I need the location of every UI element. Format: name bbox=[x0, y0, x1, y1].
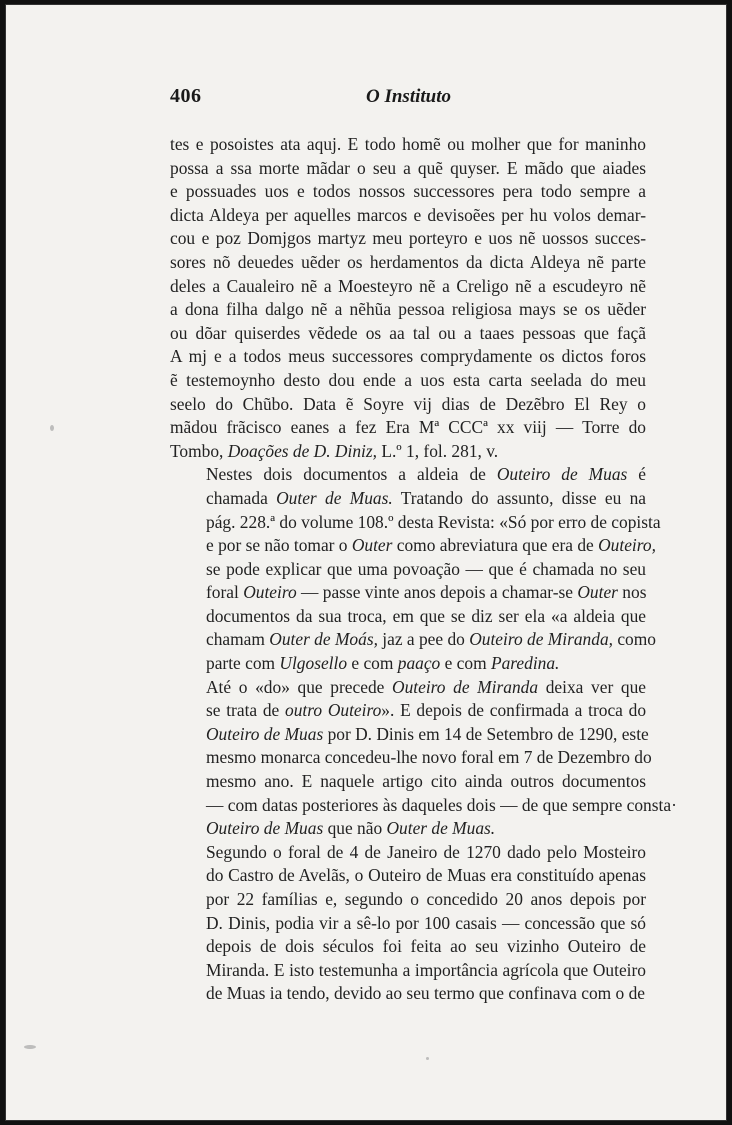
text-run: por 22 famílias e, segundo o concedido 20 anos depois por bbox=[206, 889, 646, 909]
text-line bbox=[170, 959, 646, 983]
italic-text: Outeiro de Miranda, bbox=[469, 629, 613, 650]
italic-text: outro Outeiro bbox=[285, 700, 382, 721]
italic-text: Outer de Muas. bbox=[386, 818, 496, 839]
text-run: Tombo, bbox=[170, 440, 228, 461]
text-line bbox=[170, 605, 646, 629]
italic-text: Outeiro bbox=[243, 582, 297, 603]
text-run: a dona filha dalgo nẽ a nẽhũa pessoa religiosa mays se os uẽder bbox=[170, 299, 646, 320]
text-run: dicta Aldeya per aquelles marcos e devisoẽes per hu volos demar- bbox=[170, 204, 646, 225]
text-run: se pode explicar que uma povoação — que é chamada no seu bbox=[206, 558, 646, 579]
text-run: de Muas ia tendo, devido ao seu termo que confinava com o de bbox=[206, 983, 645, 1004]
text-run: deles a Caualeiro nẽ a Moesteyro nẽ a Creligo nẽ a escudeyro nẽ bbox=[170, 275, 646, 296]
text-run: Tratando do assunto, disse eu na bbox=[392, 487, 646, 508]
page-header bbox=[170, 85, 644, 115]
text-run: nos bbox=[617, 582, 647, 603]
text-line bbox=[170, 558, 646, 582]
text-line bbox=[170, 463, 646, 487]
text-run: Até o «do» que precede bbox=[206, 676, 393, 697]
text-line bbox=[170, 888, 646, 912]
paragraph bbox=[170, 463, 661, 675]
text-run: como abreviatura que era de bbox=[392, 535, 599, 556]
text-line bbox=[170, 864, 646, 888]
italic-text: Outeiro de Miranda bbox=[392, 676, 539, 697]
running-title: O Instituto bbox=[366, 86, 452, 107]
text-line bbox=[170, 133, 646, 157]
text-run: ou dõar quiserdes vẽdede os aa tal ou a taaes pessoas que façã bbox=[170, 322, 646, 343]
text-line bbox=[170, 511, 661, 535]
text-line bbox=[170, 204, 646, 228]
scan-speck bbox=[426, 1057, 429, 1060]
text-run: D. Dinis, podia vir a sê-lo por 100 casais — concessão que só bbox=[206, 912, 646, 933]
text-line bbox=[170, 699, 646, 723]
text-run: jaz a pee do bbox=[377, 629, 470, 650]
italic-text: Outer bbox=[577, 582, 618, 603]
text-line bbox=[170, 440, 646, 464]
text-line bbox=[170, 345, 646, 369]
text-run: mesmo ano. E naquele artigo cito ainda outros documentos bbox=[206, 771, 646, 792]
text-line bbox=[170, 935, 646, 959]
body-text bbox=[170, 133, 677, 1006]
text-run: A mj e a todos meus successores comprydamente os dictos foros bbox=[170, 346, 646, 367]
paragraph bbox=[170, 841, 646, 1006]
text-run: cou e poz Domjgos martyz meu porteyro e uos nẽ uossos succes- bbox=[170, 228, 646, 249]
text-line bbox=[170, 841, 646, 865]
text-run: pág. 228.ª do volume 108.º desta Revista: «Só por erro de copista bbox=[206, 511, 661, 532]
text-line bbox=[170, 652, 646, 676]
text-run: chamam bbox=[206, 629, 270, 650]
text-run: deixa ver que bbox=[538, 676, 646, 697]
text-line bbox=[170, 251, 646, 275]
text-line bbox=[170, 157, 646, 181]
text-run: ». E depois de confirmada a troca do bbox=[381, 700, 647, 721]
text-line bbox=[170, 369, 646, 393]
italic-text: Outeiro de Muas bbox=[206, 818, 324, 839]
paragraph bbox=[170, 133, 646, 463]
text-line bbox=[170, 322, 646, 346]
text-line bbox=[170, 275, 646, 299]
text-run: seelo do Chũbo. Data ẽ Soyre vij dias de Dezẽbro El Rey o bbox=[170, 393, 646, 414]
italic-text: Ulgosello bbox=[279, 653, 348, 674]
text-line bbox=[170, 487, 646, 511]
text-run: do Castro de Avelãs, o Outeiro de Muas era constituído apenas bbox=[206, 865, 646, 886]
text-run: e por se não tomar o bbox=[206, 535, 352, 556]
text-run: Nestes dois documentos a aldeia de bbox=[206, 464, 497, 485]
text-run: e com bbox=[347, 653, 398, 674]
page-number: 406 bbox=[170, 85, 202, 107]
italic-text: paaço bbox=[397, 653, 441, 674]
italic-text: Outeiro de Muas bbox=[206, 723, 324, 744]
italic-text: Outer de Moás, bbox=[269, 629, 378, 650]
text-run: sores nõ deuedes uẽder os herdamentos da dicta Aldeya nẽ parte bbox=[170, 251, 646, 272]
italic-text: Outeiro de Muas bbox=[496, 464, 628, 485]
text-line bbox=[170, 416, 646, 440]
text-run: ẽ testemoynho desto dou ende a uos esta carta seelada do meu bbox=[170, 369, 646, 390]
italic-text: Outer bbox=[351, 535, 393, 556]
text-run: possa a ssa morte mãdar o seu a quẽ quyser. E mãdo que aiades bbox=[170, 157, 646, 178]
text-run: mãdou frãcisco eanes a fez Era Mª CCCª xx viij — Torre do bbox=[170, 417, 646, 438]
text-line bbox=[170, 628, 656, 652]
text-line bbox=[170, 746, 652, 770]
text-line bbox=[170, 723, 649, 747]
text-run: L.º 1, fol. 281, v. bbox=[376, 440, 499, 461]
text-line bbox=[170, 298, 646, 322]
text-run: documentos da sua troca, em que se diz ser ela «a aldeia que bbox=[206, 605, 646, 626]
paragraph bbox=[170, 676, 677, 841]
text-run: parte com bbox=[206, 653, 280, 674]
scan-speck bbox=[50, 425, 54, 431]
text-run: chamada bbox=[206, 487, 277, 508]
text-run: — passe vinte anos depois a chamar-se bbox=[296, 582, 578, 603]
text-run: e possuades uos e todos nossos successores pera todo sempre a bbox=[170, 181, 646, 202]
text-line bbox=[170, 676, 646, 700]
text-run: Miranda. E isto testemunha a importância agrícola que Outeiro bbox=[206, 959, 646, 980]
italic-text: Outer de Muas. bbox=[276, 487, 393, 508]
italic-text: Paredina. bbox=[490, 653, 560, 674]
text-line bbox=[170, 581, 646, 605]
text-line bbox=[170, 794, 677, 818]
text-line bbox=[170, 912, 646, 936]
text-line bbox=[170, 982, 646, 1006]
text-run: como bbox=[612, 629, 656, 650]
text-run: é bbox=[627, 464, 646, 485]
text-run: mesmo monarca concedeu-lhe novo foral em 7 de Dezembro do bbox=[206, 747, 652, 768]
italic-text: Outeiro, bbox=[598, 535, 656, 556]
text-run: e com bbox=[440, 653, 491, 674]
text-line bbox=[170, 770, 646, 794]
text-line bbox=[170, 534, 656, 558]
text-line bbox=[170, 180, 646, 204]
text-run: depois de dois séculos foi feita ao seu vizinho Outeiro de bbox=[206, 936, 646, 957]
page-sheet bbox=[5, 4, 727, 1121]
text-line bbox=[170, 227, 646, 251]
text-run: por D. Dinis em 14 de Setembro de 1290, este bbox=[323, 723, 649, 744]
text-run: Segundo o foral de 4 de Janeiro de 1270 dado pelo Mosteiro bbox=[206, 841, 646, 862]
text-run: — com datas posteriores às daqueles dois — de que sempre consta· bbox=[206, 794, 677, 815]
text-run: tes e posoistes ata aquj. E todo homẽ ou molher que for maninho bbox=[170, 134, 646, 154]
italic-text: Doações de D. Diniz, bbox=[227, 440, 377, 461]
text-line bbox=[170, 393, 646, 417]
text-run: foral bbox=[206, 582, 244, 603]
text-run: que não bbox=[323, 818, 387, 839]
text-line bbox=[170, 817, 646, 841]
scan-speck bbox=[24, 1045, 36, 1049]
text-run: se trata de bbox=[206, 700, 286, 721]
